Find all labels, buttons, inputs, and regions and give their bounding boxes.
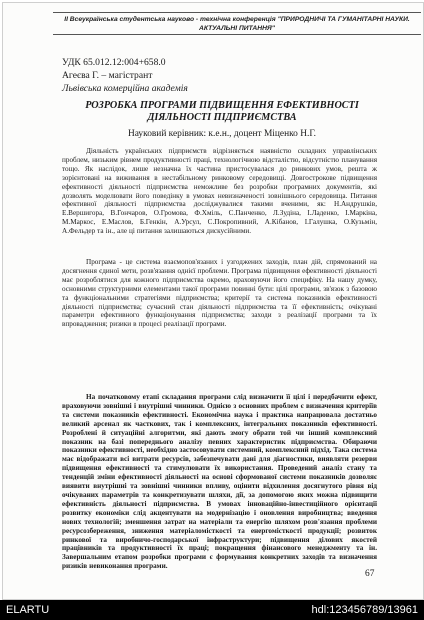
- author-line: Агеєва Г. – магістрант: [62, 70, 153, 81]
- affiliation-line: Львівська комерційна академія: [62, 83, 188, 94]
- header-rule-bottom: [53, 34, 421, 35]
- handle-identifier[interactable]: hdl:123456789/13961: [311, 604, 418, 616]
- conference-header-line-1: II Всеукраїнська студентська науково - технічна конференція "ПРИРОДНИЧІ ТА ГУМАНІТАРНІ НАУКИ.: [64, 16, 410, 23]
- body-paragraph-2: Програма - це система взаємопов'язаних і узгоджених заходів, план дій, спрямований на досягнення єдиної мети, розв'язання однієї проблеми. Програма підвищення ефективності діяльності має розроблятися для кожного підприємства окремо, враховуючи його специфіку. На нашу думку, основними структурними елементами такої програми повинні бути: цілі програми, зв'язок з базовою та функціональними стратегіями підприємства; критерії та система показників ефективності діяльності підприємства; сучасний стан діяльності підприємства та її ефективність; очікувані параметри ефективного функціонування підприємства; заходи з реалізації програми та їх впровадження; ризики в процесі реалізації програми.: [62, 258, 377, 329]
- body-paragraph-3: На початковому етапі складання програми слід визначити її цілі і передбачити ефект, враховуючи зовнішні і внутрішні чинники. Однією з основних проблем є визначення критеріїв та системи показників ефективності. Економічна наука і практика напрацювала достатньо великий арсенал як часткових, так і комплексних, інтегральних показників ефективності. Розроблені й ситуаційні алгоритми, які дають змогу обрати той чи інший комплексний показник на базі попереднього аналізу певних характеристик підприємства. Обираючи показники ефективності, необхідно застосовувати системний, комплексний підхід. Така система має відображати всі витрати ресурсів, забезпечувати дані для діагностики, виявляти резерви підвищення ефективності та стимулювати їх використання. Проведений аналіз стану та тенденцій зміни ефективності діяльності на основі сформованої системи показників дозволяє виявити внутрішні та зовнішні чинники впливу, оцінити відхилення досягнутого рівня від очікуваних параметрів та конкретизувати шляхи, дії, за допомогою яких можна підвищити ефективність діяльності підприємства. В умовах інноваційно-інвестиційного орієнтації розвитку економіки слід акцентувати на модернізацію і оновлення виробництва; введення нових технологій; зменшення затрат на матеріали та енергію шляхом розв'язання проблеми ресурсозбереження, зниження матеріаломісткості та енергомісткості продукції; розвиток ринкової та виробничо-господарської інфраструктури; підвищення ділових якостей працівників та продуктивності їх праці; покращення фінансового менеджменту та ін. Завершальним етапом розробки програми є формування конкретних заходів та визначення ризиків невиконання програми.: [62, 393, 377, 571]
- page-number: 67: [365, 569, 375, 579]
- header-rule-top: [53, 12, 421, 13]
- scanned-page: [2, 2, 424, 600]
- article-title: РОЗРОБКА ПРОГРАМИ ПІДВИЩЕННЯ ЕФЕКТИВНОСТІ ДІЯЛЬНОСТІ ПІДПРИЄМСТВА: [85, 100, 359, 123]
- udk-code: УДК 65.012.12:004+658.0: [62, 57, 166, 68]
- repository-name[interactable]: ELARTU: [6, 604, 50, 616]
- conference-header-line-2: АКТУАЛЬНІ ПИТАННЯ": [199, 25, 275, 32]
- supervisor-line: Науковий керівник: к.е.н., доцент Міценко Н.Г.: [127, 129, 317, 139]
- repository-footer-bar: [0, 600, 424, 620]
- body-paragraph-1: Діяльність українських підприємств відрізняється наявністю складних управлінських проблем, низьким рівнем продуктивності праці, технологічною відсталістю, відсутністю планування тощо. Як наслідок, лише незначна їх частина пристосувалася до ринкових умов, решта ж зорієнтовані на виживання в нестабільному ринковому середовищі. Довгострокове підвищення ефективності діяльності підприємства неможливе без розробки програмних документів, які дозволять моделювати його поведінку в умовах невизначеності зовнішнього середовища. Питання ефективної діяльності підприємства досліджувалися такими вченими, як: Н.Андрушків, Е.Вершигора, В.Гончаров, О.Громова, Ф.Хміль, С.Панченко, Л.Зудіна, І.Ладенко, І.Маркіна, М.Маркос, Е.Маслов, Б.Генкін, А.Урсул, С.Покропивний, А.Кібанов, І.Галушка, О.Кузьмін, А.Фельдер та ін., але ці питання залишаються дискусійними.: [62, 147, 377, 236]
